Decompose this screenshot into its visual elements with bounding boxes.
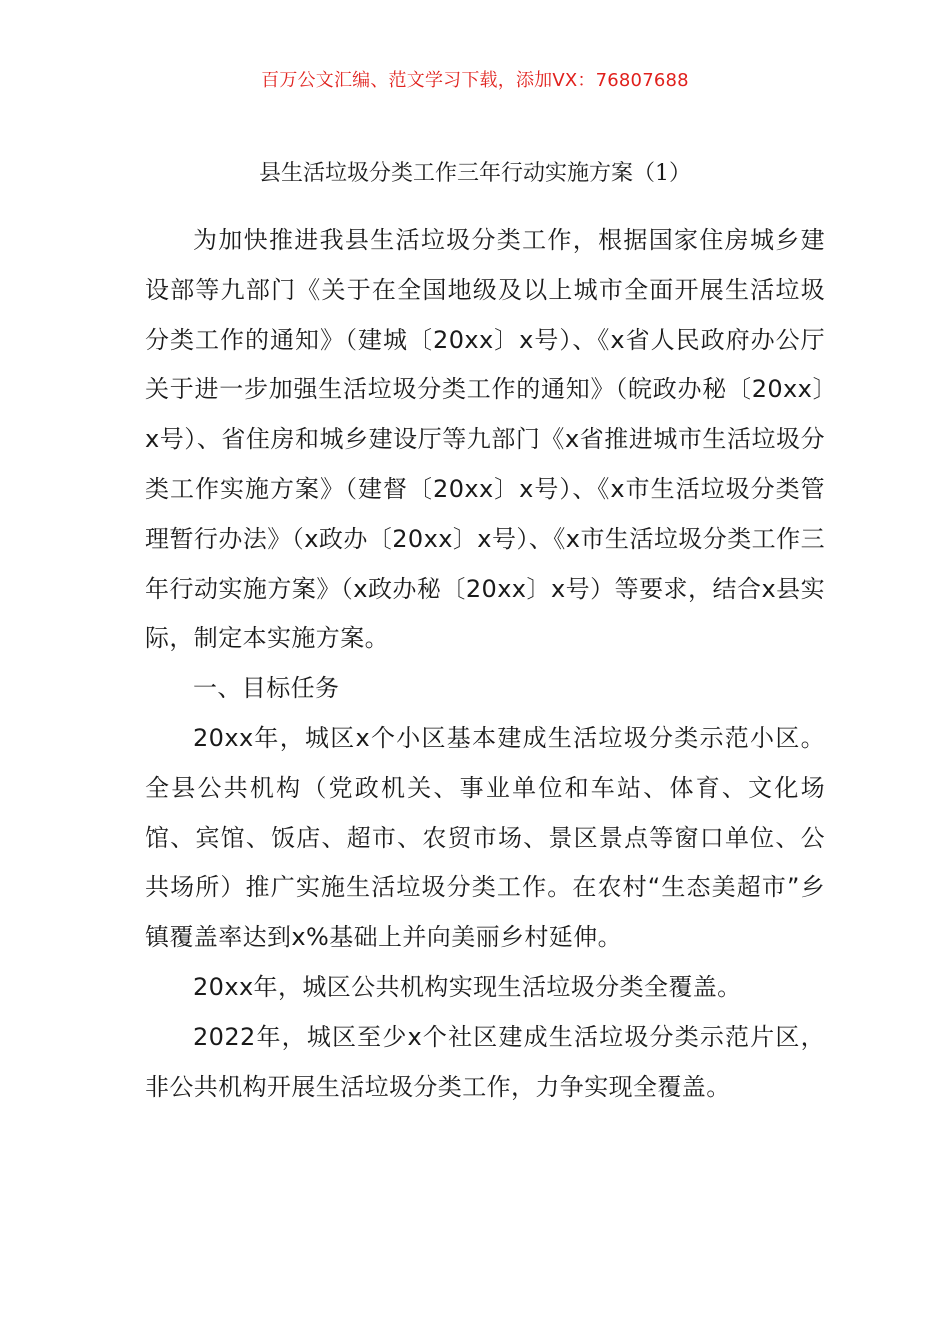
paragraph-goal-2021: 20xx年，城区公共机构实现生活垃圾分类全覆盖。 (193, 972, 742, 1001)
section-heading-goals: 一、目标任务 (193, 674, 340, 703)
paragraph-goal-2020: 20xx年，城区x个小区基本建成生活垃圾分类示范小区。全县公共机构（党政机关、事业单位和车站、体育、文化场馆、宾馆、饭店、超市、农贸市场、景区景点等窗口单位、公共场所）推广实施生活垃圾分类工作。在农村“生态美超市”乡镇覆盖率达到x%基础上并向美丽乡村延伸。 (145, 723, 825, 952)
paragraph-intro: 为加快推进我县生活垃圾分类工作，根据国家住房城乡建设部等九部门《关于在全国地级及以上城市全面开展生活垃圾分类工作的通知》（建城〔20xx〕x号）、《x省人民政府办公厅关于进一步加强生活垃圾分类工作的通知》（皖政办秘〔20xx〕x号）、省住房和城乡建设厅等九部门《x省推进城市生活垃圾分类工作实施方案》（建督〔20xx〕x号）、《x市生活垃圾分类管理暂行办法》（x政办〔20xx〕x号）、《x市生活垃圾分类工作三年行动实施方案》（x政办秘〔20xx〕x号）等要求，结合x县实际，制定本实施方案。 (145, 226, 825, 653)
promo-banner: 百万公文汇编、范文学习下载，添加VX：76807688 (261, 70, 689, 91)
document-body (145, 216, 825, 1112)
paragraph-goal-2022: 2022年，城区至少x个社区建成生活垃圾分类示范片区，非公共机构开展生活垃圾分类工作，力争实现全覆盖。 (145, 1022, 825, 1101)
document-title: 县生活垃圾分类工作三年行动实施方案（1） (259, 161, 691, 186)
